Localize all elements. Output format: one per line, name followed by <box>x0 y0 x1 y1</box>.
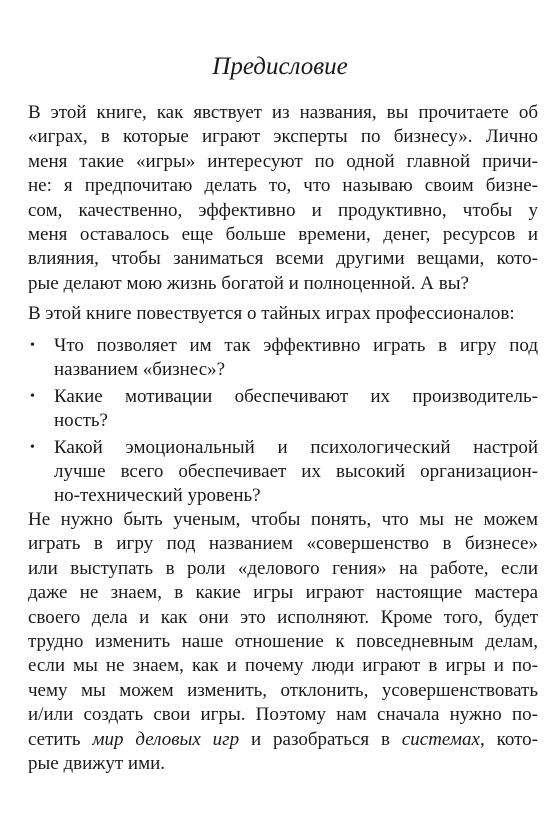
text-line: но-технический уровень? <box>54 485 261 507</box>
text-line: меня такие «игры» интересуют по одной главной причи- <box>28 150 538 172</box>
bullet-icon: • <box>30 388 35 404</box>
list-item <box>28 334 538 383</box>
emphasis-systems: системах <box>401 728 480 750</box>
text-line: рые делают мою жизнь богатой и полноценной. А вы? <box>28 272 469 294</box>
text-line: рые движут ими. <box>28 753 166 775</box>
paragraph-intro <box>28 101 538 296</box>
text-line: трудно изменить наше отношение к повседневным делам, <box>28 631 538 653</box>
text-line: меня оставалось еще больше времени, денег, ресурсов и <box>28 224 538 246</box>
text-line: ность? <box>54 410 108 432</box>
paragraph-secret-games <box>28 302 538 326</box>
questions-list <box>28 334 538 511</box>
text-line: своего дела и как они это исполняют. Кроме того, будет <box>28 606 538 628</box>
text-line: В этой книге, как явствует из названия, вы прочитаете об <box>28 102 538 123</box>
emphasis-business-games-world: мир деловых игр <box>92 728 240 750</box>
text-line: и/или создать свои игры. Поэтому нам сначала нужно по- <box>28 704 538 726</box>
list-item <box>28 385 538 434</box>
text-line: лучше всего обеспечивает их высокий организацион- <box>54 461 538 483</box>
bullet-icon: • <box>30 338 35 353</box>
text-line: Что позволяет им так эффективно играть в игру под <box>54 335 538 356</box>
text-line: играть в игру под названием «совершенство в бизнесе» <box>28 533 538 555</box>
text-line: «играх, в которые играют эксперты по бизнесу». Лично <box>28 126 538 148</box>
text-line: названием «бизнес»? <box>54 359 226 381</box>
text-line: не: я предпочитаю делать то, что называю своим бизне- <box>28 175 538 197</box>
text-line-with-emphasis: сетить мир деловых игр и разобраться в системах, кото- <box>28 728 538 750</box>
page-title: Предисловие <box>212 53 348 80</box>
text-line: Какой эмоциональный и психологический настрой <box>54 436 538 458</box>
text-line: В этой книге повествуется о тайных играх профессионалов: <box>28 303 515 324</box>
text-line: или выступать в роли «делового гения» на работе, если <box>28 557 538 579</box>
text-line: Не нужно быть ученым, чтобы понять, что мы не можем <box>28 509 538 530</box>
text-line: чему мы можем изменить, отклонить, усовершенствовать <box>28 679 538 701</box>
text-line: даже не знаем, в какие игры играют настоящие мастера <box>28 582 538 604</box>
text-line: если мы не знаем, как и почему люди играют в игры и по- <box>28 655 538 677</box>
bullet-icon: • <box>30 439 35 455</box>
text-line: Какие мотивации обеспечивают их производитель- <box>54 385 538 407</box>
list-item <box>28 436 538 509</box>
text-line: влияния, чтобы заниматься всеми другими вещами, кото- <box>28 248 538 270</box>
paragraph-business-games <box>28 508 538 776</box>
text-line: сом, качественно, эффективно и продуктивно, чтобы у <box>28 199 538 221</box>
